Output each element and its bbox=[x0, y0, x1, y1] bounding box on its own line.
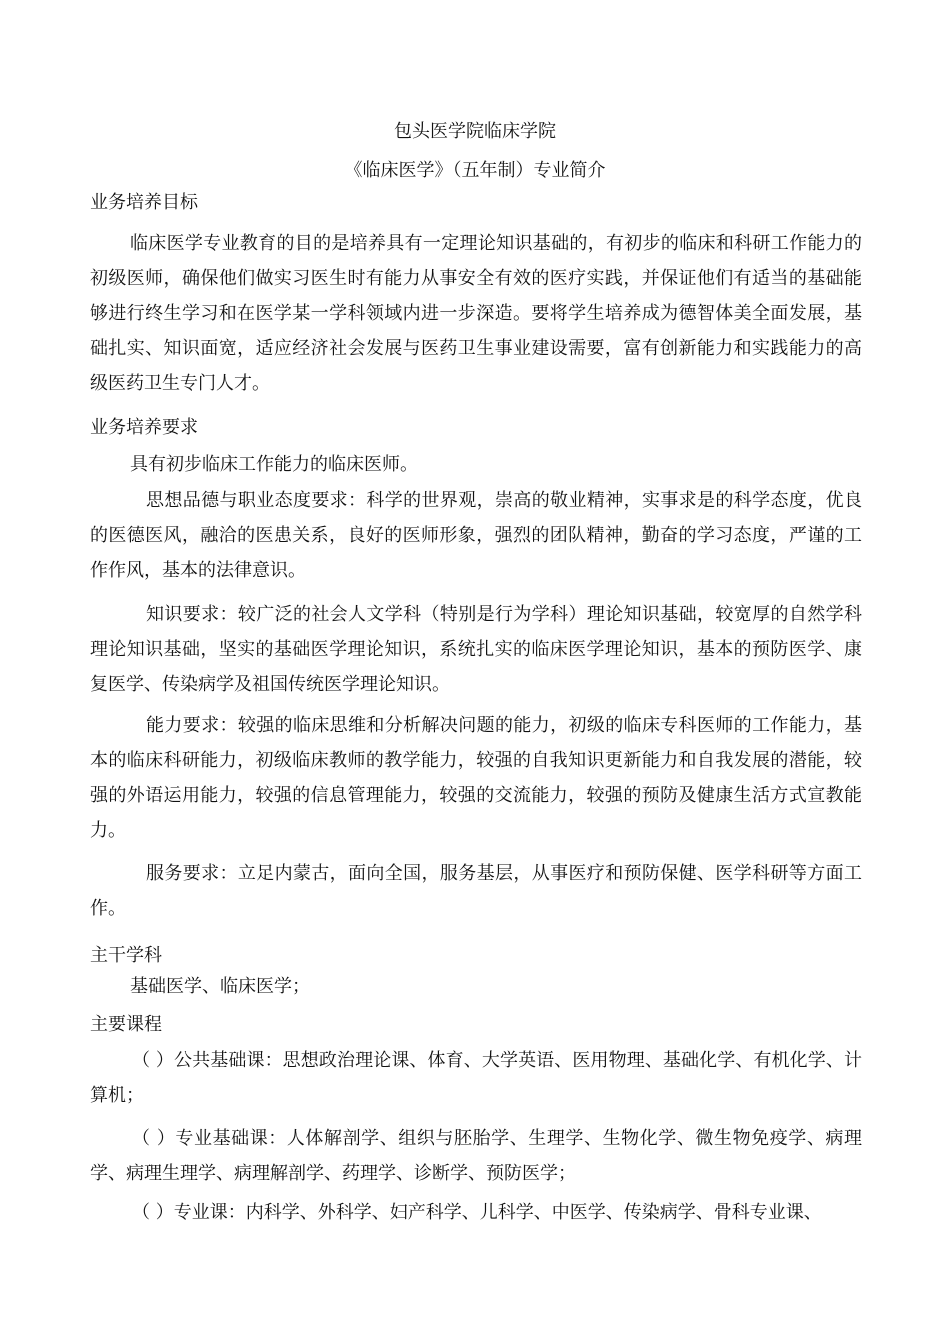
section-heading-goal: 业务培养目标 bbox=[90, 192, 198, 213]
disciplines-text: 基础医学、临床医学； bbox=[130, 976, 310, 997]
course-list-basic: （ ）专业基础课：人体解剖学、组织与胚胎学、生理学、生物化学、微生物免疫学、病理学、病理生理学、病理解剖学、药理学、诊断学、预防医学； bbox=[90, 1128, 862, 1184]
goal-paragraph: 临床医学专业教育的目的是培养具有一定理论知识基础的，有初步的临床和科研工作能力的初级医师，确保他们做实习医生时有能力从事安全有效的医疗实践，并保证他们有适当的基础能够进行终生学习和在医学某一学科领域内进一步深造。要将学生培养成为德智体美全面发展，基础扎实、知识面宽，适应经济社会发展与医药卫生事业建设需要，富有创新能力和实践能力的高级医药卫生专门人才。 bbox=[90, 233, 862, 394]
requirement-service: 服务要求：立足内蒙古，面向全国，服务基层，从事医疗和预防保健、医学科研等方面工作。 bbox=[90, 863, 862, 919]
section-heading-disciplines: 主干学科 bbox=[90, 945, 162, 966]
program-title: 《临床医学》（五年制）专业简介 bbox=[344, 160, 606, 181]
school-title: 包头医学院临床学院 bbox=[394, 121, 556, 142]
course-list-public: （ ）公共基础课：思想政治理论课、体育、大学英语、医用物理、基础化学、有机化学、计算机； bbox=[90, 1050, 862, 1106]
requirement-ethics: 思想品德与职业态度要求：科学的世界观，崇高的敬业精神，实事求是的科学态度，优良的医德医风，融洽的医患关系，良好的医师形象，强烈的团队精神，勤奋的学习态度，严谨的工作作风，基本的法律意识。 bbox=[90, 490, 862, 581]
course-list-major: （ ）专业课：内科学、外科学、妇产科学、儿科学、中医学、传染病学、骨科专业课、 bbox=[132, 1202, 822, 1223]
requirements-intro: 具有初步临床工作能力的临床医师。 bbox=[130, 454, 418, 475]
section-heading-requirements: 业务培养要求 bbox=[90, 417, 198, 438]
requirement-knowledge: 知识要求：较广泛的社会人文学科（特别是行为学科）理论知识基础，较宽厚的自然学科理论知识基础，坚实的基础医学理论知识，系统扎实的临床医学理论知识，基本的预防医学、康复医学、传染病学及祖国传统医学理论知识。 bbox=[90, 604, 862, 695]
requirement-ability: 能力要求：较强的临床思维和分析解决问题的能力，初级的临床专科医师的工作能力，基本的临床科研能力，初级临床教师的教学能力，较强的自我知识更新能力和自我发展的潜能，较强的外语运用能力，较强的信息管理能力，较强的交流能力，较强的预防及健康生活方式宣教能力。 bbox=[90, 715, 862, 841]
section-heading-courses: 主要课程 bbox=[90, 1014, 162, 1035]
